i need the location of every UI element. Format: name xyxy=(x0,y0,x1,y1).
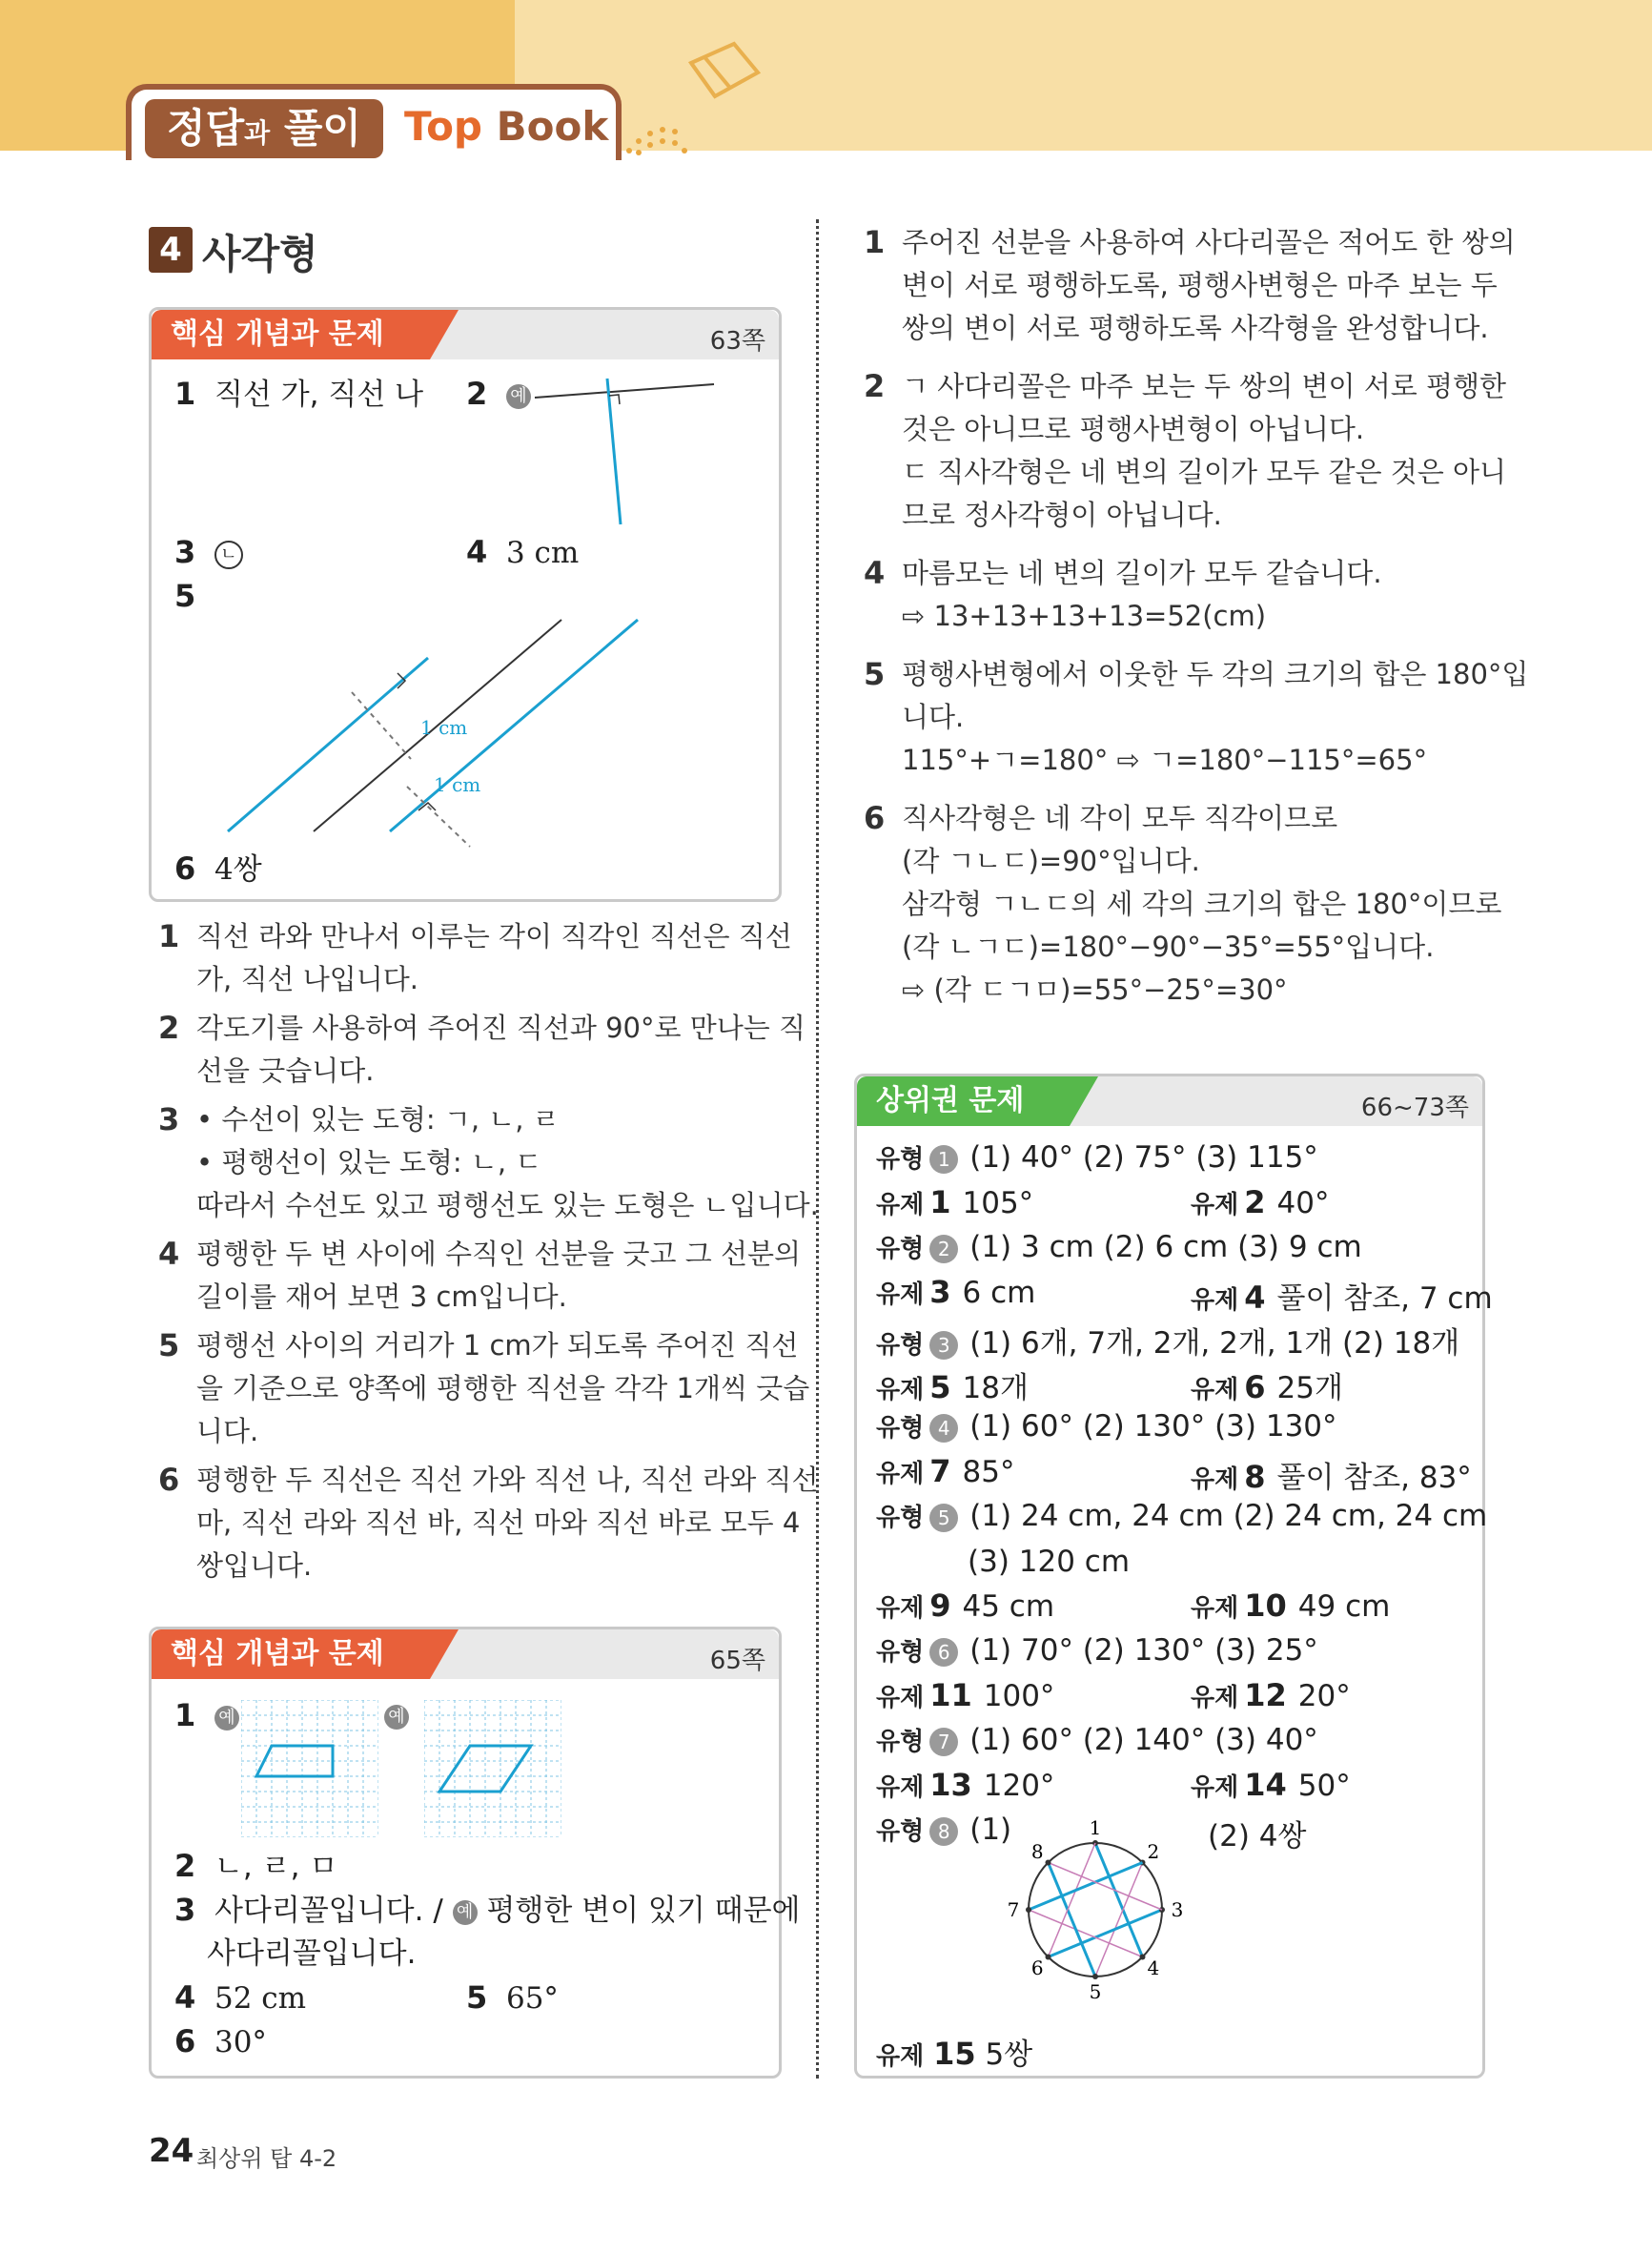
explanation-item xyxy=(158,1459,819,1587)
star-vertex-label: 2 xyxy=(1147,1840,1160,1864)
row-number: 7 xyxy=(929,1453,951,1489)
answer-6 xyxy=(174,2020,267,2063)
row-value: (1) 60° (2) 130° (3) 130° xyxy=(969,1409,1337,1444)
row-kind: 유제 xyxy=(1191,1465,1239,1494)
explanation-line: 삼각형 ㄱㄴㄷ의 세 각의 크기의 합은 180°이므로 xyxy=(902,888,1502,920)
answer-row-second xyxy=(1191,1184,1329,1220)
answer-row xyxy=(876,1632,1318,1668)
row-kind: 유형 xyxy=(876,1638,925,1667)
row-value: 45 cm xyxy=(962,1589,1055,1624)
row-value: (1) 3 cm (2) 6 cm (3) 9 cm xyxy=(969,1230,1362,1264)
row-value: 50° xyxy=(1297,1769,1351,1803)
explanation-line: 직사각형은 네 각이 모두 직각이므로 xyxy=(902,802,1338,834)
explanation-line: 므로 정사각형이 아닙니다. xyxy=(902,499,1222,531)
book-title xyxy=(404,103,608,150)
explanation-line: 변이 서로 평행하도록, 평행사변형은 마주 보는 두 xyxy=(902,269,1498,301)
explanation-line: 니다. xyxy=(196,1415,259,1447)
row-kind: 유제 xyxy=(876,1280,925,1309)
perpendicular-figure xyxy=(533,377,724,529)
answer-text-b: 평행한 변이 있기 때문에 xyxy=(477,1894,801,1928)
answer-number: 1 xyxy=(174,1697,196,1733)
star-vertex-label: 7 xyxy=(1007,1898,1020,1921)
answer-row-second xyxy=(1191,1812,1306,1854)
explanation-line: 115°+ㄱ=180° ⇨ ㄱ=180°−115°=65° xyxy=(902,744,1428,776)
row-value: 40° xyxy=(1276,1186,1330,1220)
book-title-rest: Book xyxy=(482,103,609,150)
core-concept-box-2 xyxy=(149,1627,801,2079)
answer-row-second xyxy=(1191,1587,1390,1624)
trapezoid-grid-figure xyxy=(241,1700,378,1837)
row-kind: 유제 xyxy=(876,1684,925,1712)
explanation-item xyxy=(158,1324,810,1453)
explanation-number: 3 xyxy=(158,1101,180,1137)
explanation-line: 각도기를 사용하여 주어진 직선과 90°로 만나는 직 xyxy=(196,1012,806,1044)
answer-row xyxy=(876,1767,1054,1803)
explanation-line: • 수선이 있는 도형: ㄱ, ㄴ, ㄹ xyxy=(196,1103,560,1136)
answer-row xyxy=(876,1408,1337,1444)
row-kind: 유제 xyxy=(1191,1286,1239,1315)
row-number: 8 xyxy=(1244,1459,1266,1495)
row-number: 9 xyxy=(929,1587,951,1624)
explanation-line: 을 기준으로 양쪽에 평행한 직선을 각각 1개씩 긋습 xyxy=(196,1372,810,1404)
row-kind: 유제 xyxy=(1191,1376,1239,1404)
answer-text: 65° xyxy=(505,1981,559,2016)
answer-row-second xyxy=(1191,1274,1493,1317)
example-badge: 예 xyxy=(214,1706,239,1731)
page-number: 24 xyxy=(149,2132,194,2170)
row-kind: 유제 xyxy=(876,1594,925,1623)
explanation-line: 가, 직선 나입니다. xyxy=(196,963,418,995)
explanation-line: 마름모는 네 변의 길이가 모두 같습니다. xyxy=(902,557,1382,589)
explanation-item xyxy=(864,653,1529,782)
badge-text-a: 정답 xyxy=(167,105,245,152)
answer-4 xyxy=(174,1976,306,2019)
answer-row xyxy=(876,1453,1014,1489)
core-concept-box-1 xyxy=(149,307,782,902)
answer-row xyxy=(876,1184,1033,1220)
explanation-item xyxy=(158,915,792,1001)
parallel-lines-figure xyxy=(199,582,771,868)
answer-symbol: ㄴ xyxy=(214,541,243,569)
box-page-ref: 65쪽 xyxy=(709,1647,765,1675)
explanation-line: (각 ㄴㄱㄷ)=180°−90°−35°=55°입니다. xyxy=(902,931,1435,963)
explanation-line: 주어진 선분을 사용하여 사다리꼴은 적어도 한 쌍의 xyxy=(902,226,1516,258)
parallelogram-grid-figure xyxy=(424,1700,561,1837)
row-kind: 유제 xyxy=(876,1773,925,1802)
answer-number: 1 xyxy=(174,376,196,412)
answer-1-example-2 xyxy=(384,1694,409,1736)
badge-text-b: 과 xyxy=(244,117,271,149)
explanation-line: 니다. xyxy=(902,701,965,733)
last-answer-row xyxy=(876,2030,1032,2073)
star-vertex-label: 3 xyxy=(1171,1898,1184,1921)
row-value: 105° xyxy=(962,1186,1034,1220)
row-value: (1) 6개, 7개, 2개, 2개, 1개 (2) 18개 xyxy=(969,1326,1460,1361)
row-kind: 유제 xyxy=(1191,1594,1239,1623)
answer-number: 3 xyxy=(174,1892,196,1928)
row-kind: 유형 xyxy=(876,1331,925,1360)
answer-1 xyxy=(174,1694,239,1737)
answer-row-second xyxy=(1191,1363,1343,1406)
answer-row xyxy=(876,1498,1487,1533)
explanation-number: 6 xyxy=(158,1462,180,1498)
answer-row xyxy=(876,1319,1459,1362)
section-number: 4 xyxy=(149,227,193,273)
answer-text: 사다리꼴입니다. / xyxy=(214,1894,453,1928)
answer-2 xyxy=(466,373,531,416)
box-label: 상위권 문제 xyxy=(857,1076,1070,1126)
header-badge xyxy=(145,99,383,158)
answer-5 xyxy=(174,575,195,618)
answer-text: 직선 가, 직선 나 xyxy=(214,378,424,412)
explanation-line: ㄷ 직사각형은 네 변의 길이가 모두 같은 것은 아니 xyxy=(902,456,1507,488)
explanation-line: ㄱ 사다리꼴은 마주 보는 두 쌍의 변이 서로 평행한 xyxy=(902,370,1507,402)
row-value: 100° xyxy=(983,1679,1055,1713)
star-vertex-label: 6 xyxy=(1030,1956,1044,1979)
row-number: 3 xyxy=(929,1331,958,1360)
row-number: 2 xyxy=(929,1235,958,1263)
box-page-ref: 63쪽 xyxy=(709,327,765,356)
explanation-line: 따라서 수선도 있고 평행선도 있는 도형은 ㄴ입니다. xyxy=(196,1189,819,1221)
box-label: 핵심 개념과 문제 xyxy=(152,310,430,359)
answer-row xyxy=(876,1587,1054,1624)
row-number: 3 xyxy=(929,1274,951,1310)
row-kind: 유제 xyxy=(876,1191,925,1219)
explanation-line: (각 ㄱㄴㄷ)=90°입니다. xyxy=(902,845,1200,877)
explanation-number: 2 xyxy=(864,368,886,404)
star-vertex xyxy=(1026,1907,1031,1913)
row-number: 7 xyxy=(929,1728,958,1756)
row-kind: 유형 xyxy=(876,1728,925,1756)
row-number: 15 xyxy=(933,2036,976,2072)
row-value: (1) 70° (2) 130° (3) 25° xyxy=(969,1633,1318,1668)
explanation-item xyxy=(864,552,1382,638)
star-vertex-label: 8 xyxy=(1030,1840,1044,1864)
row-value: (1) 40° (2) 75° (3) 115° xyxy=(969,1140,1318,1175)
row-number: 14 xyxy=(1244,1767,1287,1803)
explanation-number: 4 xyxy=(864,555,886,591)
explanation-line: 선을 긋습니다. xyxy=(196,1055,375,1087)
explanation-item xyxy=(864,365,1507,537)
answer-number: 4 xyxy=(174,1979,196,2016)
row-value: 49 cm xyxy=(1297,1589,1391,1624)
row-kind: 유제 xyxy=(876,1376,925,1404)
explanation-line: 쌍입니다. xyxy=(196,1549,313,1582)
row-number: 10 xyxy=(1244,1587,1287,1624)
header-dots-icon xyxy=(610,103,696,160)
answer-2 xyxy=(174,1845,337,1888)
star-vertex xyxy=(1046,1954,1051,1959)
answer-text-c: 사다리꼴입니다. xyxy=(207,1936,417,1971)
row-number: 2 xyxy=(1244,1184,1266,1220)
star-vertex-label: 1 xyxy=(1089,1818,1102,1839)
answer-row xyxy=(950,1543,1130,1579)
answer-row xyxy=(876,1274,1035,1310)
answer-row-second xyxy=(1191,1453,1472,1496)
explanation-line: 직선 라와 만나서 이루는 각이 직각인 직선은 직선 xyxy=(196,920,792,952)
row-value: 18개 xyxy=(962,1371,1029,1405)
answer-3 xyxy=(174,1889,801,1932)
explanation-line: 평행한 두 변 사이에 수직인 선분을 긋고 그 선분의 xyxy=(196,1238,802,1270)
row-value: 85° xyxy=(962,1455,1015,1489)
answer-row xyxy=(876,1812,1011,1847)
row-kind: 유제 xyxy=(1191,1191,1239,1219)
explanation-line: 평행한 두 직선은 직선 가와 직선 나, 직선 라와 직선 xyxy=(196,1464,819,1496)
example-badge: 예 xyxy=(453,1900,478,1925)
answer-row xyxy=(876,1722,1318,1757)
explanation-number: 6 xyxy=(864,800,886,836)
explanation-line: 길이를 재어 보면 3 cm입니다. xyxy=(196,1280,567,1313)
advanced-problems-box xyxy=(854,1074,1493,2079)
row-number: 4 xyxy=(1244,1280,1266,1316)
star-vertex-label: 5 xyxy=(1089,1980,1102,1999)
answer-text: 4쌍 xyxy=(214,852,262,887)
row-value: 풀이 참조, 83° xyxy=(1276,1461,1472,1495)
row-kind: 유제 xyxy=(1191,1684,1239,1712)
answer-row xyxy=(876,1229,1362,1264)
row-value: 120° xyxy=(983,1769,1055,1803)
row-kind: 유형 xyxy=(876,1235,925,1263)
answer-text: 30° xyxy=(214,2025,267,2059)
explanation-number: 5 xyxy=(158,1327,180,1363)
row-value: 20° xyxy=(1297,1679,1351,1713)
answer-row xyxy=(876,1139,1318,1175)
answer-number: 2 xyxy=(466,376,488,412)
explanation-line: ⇨ 13+13+13+13=52(cm) xyxy=(902,600,1267,632)
distance-label-1: 1 cm xyxy=(420,716,468,739)
row-value: 5쌍 xyxy=(985,2038,1033,2072)
answer-number: 6 xyxy=(174,2023,196,2059)
row-number: 1 xyxy=(929,1184,951,1220)
answer-text: ㄴ, ㄹ, ㅁ xyxy=(214,1850,338,1884)
explanation-line: 평행선 사이의 거리가 1 cm가 되도록 주어진 직선 xyxy=(196,1329,799,1362)
row-kind: 유형 xyxy=(876,1414,925,1443)
answer-row xyxy=(876,1677,1054,1713)
answer-1 xyxy=(174,373,423,416)
explanation-item xyxy=(158,1098,819,1227)
explanation-line: 평행사변형에서 이웃한 두 각의 크기의 합은 180°입 xyxy=(902,658,1529,690)
column-divider xyxy=(816,219,819,2079)
badge-text-c: 풀이 xyxy=(270,105,361,152)
box-page-ref: 66~73쪽 xyxy=(1360,1094,1469,1122)
row-value: (1) 24 cm, 24 cm (2) 24 cm, 24 cm xyxy=(969,1499,1488,1533)
row-kind: 유형 xyxy=(876,1145,925,1174)
answer-4 xyxy=(466,531,579,574)
row-number: 4 xyxy=(929,1414,958,1443)
answer-text: 3 cm xyxy=(505,536,580,570)
example-badge: 예 xyxy=(384,1705,409,1730)
answer-6 xyxy=(174,848,262,891)
row-value: (1) 60° (2) 140° (3) 40° xyxy=(969,1723,1318,1757)
explanation-number: 2 xyxy=(158,1010,180,1046)
row-number: 13 xyxy=(929,1767,972,1803)
row-number: 12 xyxy=(1244,1677,1287,1713)
explanation-item xyxy=(158,1233,802,1319)
row-number: 11 xyxy=(929,1677,972,1713)
answer-number: 6 xyxy=(174,850,196,887)
explanation-item xyxy=(864,221,1516,350)
explanation-line: ⇨ (각 ㄷㄱㅁ)=55°−25°=30° xyxy=(902,973,1288,1006)
answer-5 xyxy=(466,1976,559,2019)
answer-number: 3 xyxy=(174,534,196,570)
row-number: 6 xyxy=(1244,1369,1266,1405)
row-value: (3) 120 cm xyxy=(968,1545,1131,1579)
distance-label-2: 1 cm xyxy=(434,773,481,796)
answer-number: 5 xyxy=(174,578,196,614)
row-value: (2) 4쌍 xyxy=(1208,1819,1307,1854)
answer-row-second xyxy=(1191,1767,1351,1803)
explanation-number: 1 xyxy=(158,918,180,954)
answer-row-second xyxy=(1191,1677,1351,1713)
row-number: 6 xyxy=(929,1638,958,1667)
answer-row xyxy=(876,1363,1029,1406)
explanation-number: 1 xyxy=(864,224,886,260)
row-kind: 유제 xyxy=(876,1460,925,1488)
explanation-line: 것은 아니므로 평행사변형이 아닙니다. xyxy=(902,413,1365,445)
star-octagon-figure xyxy=(1000,1818,1191,1999)
star-vertex xyxy=(1139,1954,1145,1959)
row-kind: 유형 xyxy=(876,1504,925,1532)
explanation-line: 쌍의 변이 서로 평행하도록 사각형을 완성합니다. xyxy=(902,312,1489,344)
section-title: 사각형 xyxy=(202,231,318,277)
row-kind: 유제 xyxy=(1191,1773,1239,1802)
box-label: 핵심 개념과 문제 xyxy=(152,1629,430,1679)
example-badge: 예 xyxy=(506,384,531,409)
row-number: 1 xyxy=(929,1145,958,1174)
row-number: 5 xyxy=(929,1369,951,1405)
row-value: (1) xyxy=(969,1813,1012,1847)
book-title-top: Top xyxy=(404,103,482,150)
answer-number: 2 xyxy=(174,1848,196,1884)
row-value: 25개 xyxy=(1276,1371,1343,1405)
answer-text: 52 cm xyxy=(214,1981,307,2016)
explanation-line: • 평행선이 있는 도형: ㄴ, ㄷ xyxy=(196,1146,542,1178)
answer-3 xyxy=(174,531,243,574)
row-kind: 유형 xyxy=(876,1817,925,1846)
explanation-number: 4 xyxy=(158,1236,180,1272)
row-number: 8 xyxy=(929,1817,958,1846)
answer-3-cont xyxy=(207,1933,416,1975)
book-footer: 최상위 탑 4-2 xyxy=(196,2145,337,2172)
explanation-number: 5 xyxy=(864,656,886,692)
star-vertex xyxy=(1092,1974,1098,1979)
explanation-item xyxy=(864,797,1502,1012)
answer-number: 4 xyxy=(466,534,488,570)
row-value: 풀이 참조, 7 cm xyxy=(1276,1281,1493,1316)
row-number: 5 xyxy=(929,1504,958,1532)
explanation-item xyxy=(158,1007,806,1093)
answer-number: 5 xyxy=(466,1979,488,2016)
row-kind: 유제 xyxy=(876,2042,925,2071)
explanation-line: 마, 직선 라와 직선 바, 직선 마와 직선 바로 모두 4 xyxy=(196,1506,801,1539)
star-vertex xyxy=(1046,1860,1051,1866)
row-value: 6 cm xyxy=(962,1276,1036,1310)
star-vertex-label: 4 xyxy=(1147,1956,1160,1979)
